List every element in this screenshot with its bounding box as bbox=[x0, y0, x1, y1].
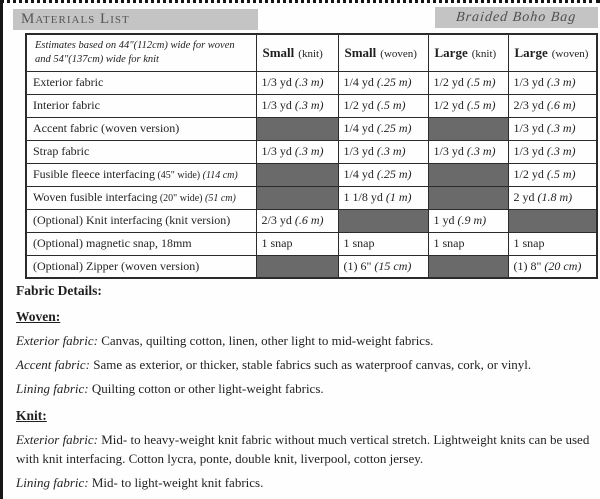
column-variant-label: (knit) bbox=[298, 47, 323, 60]
cell-value: 1 1/8 yd bbox=[343, 190, 383, 204]
column-size-label: Large bbox=[434, 44, 468, 60]
column-header-small-knit bbox=[256, 34, 338, 71]
row-metric: (114 cm) bbox=[200, 170, 238, 181]
cell-metric: (.9 m) bbox=[454, 213, 487, 227]
brand-logo-text: Braided Boho Bag bbox=[455, 9, 578, 25]
row-label: Fusible fleece interfacing bbox=[33, 167, 155, 181]
detail-label: Lining fabric: bbox=[16, 475, 89, 490]
cell-value: 1/4 yd bbox=[343, 167, 374, 181]
row-label: Interior fabric bbox=[33, 98, 100, 112]
cell-metric: (.3 m) bbox=[291, 75, 324, 89]
table-row bbox=[26, 140, 597, 163]
table-row bbox=[26, 163, 597, 186]
yardage-note-cell bbox=[26, 34, 256, 71]
cell-value: 1/3 yd bbox=[261, 98, 292, 112]
cell-metric: (20 cm) bbox=[541, 258, 582, 273]
cell-value: 1/2 yd bbox=[343, 98, 374, 112]
cell-metric: (.6 m) bbox=[543, 98, 576, 112]
detail-item bbox=[16, 430, 592, 468]
row-label-cell bbox=[26, 209, 256, 232]
column-size-label: Small bbox=[262, 44, 295, 60]
cell-value: 1/3 yd bbox=[433, 144, 464, 158]
table-row bbox=[26, 232, 597, 255]
cell-metric: (.6 m) bbox=[291, 213, 324, 227]
knit-section bbox=[16, 408, 592, 492]
cell-value: 1 snap bbox=[343, 236, 375, 250]
cell-metric: (.3 m) bbox=[291, 144, 324, 158]
quantity-cell bbox=[508, 163, 597, 186]
quantity-cell bbox=[256, 209, 338, 232]
cell-value: 1 yd bbox=[433, 213, 455, 227]
table-row bbox=[26, 186, 597, 209]
cell-value: 1/4 yd bbox=[343, 121, 374, 135]
cell-metric: (.3 m) bbox=[543, 121, 576, 135]
quantity-cell bbox=[508, 140, 597, 163]
cell-value: (1) 8" bbox=[513, 258, 542, 273]
row-label-cell bbox=[26, 117, 256, 140]
cell-metric: (.3 m) bbox=[291, 98, 324, 112]
table-header-row bbox=[26, 34, 597, 71]
row-note: (20" wide) bbox=[157, 193, 203, 204]
cell-metric: (.5 m) bbox=[463, 75, 496, 89]
quantity-cell bbox=[508, 71, 597, 94]
quantity-cell bbox=[508, 209, 597, 232]
detail-text: Canvas, quilting cotton, linen, other light to mid-weight fabrics. bbox=[101, 333, 434, 348]
row-label-cell bbox=[26, 163, 256, 186]
page-title bbox=[13, 9, 258, 30]
quantity-cell bbox=[338, 209, 428, 232]
quantity-cell bbox=[428, 232, 508, 255]
fabric-details-section bbox=[16, 283, 592, 497]
quantity-cell bbox=[428, 71, 508, 94]
materials-table bbox=[25, 33, 598, 279]
table-row bbox=[26, 209, 597, 232]
column-size-label: Small bbox=[344, 44, 377, 60]
quantity-cell bbox=[338, 186, 428, 209]
quantity-cell bbox=[338, 71, 428, 94]
detail-text: Same as exterior, or thicker, stable fabrics such as waterproof canvas, cork, or vinyl. bbox=[93, 357, 532, 372]
row-note: (45" wide) bbox=[154, 170, 201, 181]
quantity-cell bbox=[428, 255, 508, 278]
cell-value: 1/3 yd bbox=[513, 75, 544, 89]
cell-metric: (.25 m) bbox=[373, 121, 412, 135]
cell-value: 2 yd bbox=[513, 190, 535, 204]
quantity-cell bbox=[256, 232, 338, 255]
column-header-large-woven bbox=[508, 34, 597, 71]
detail-label: Accent fabric: bbox=[16, 357, 90, 372]
row-label: (Optional) magnetic snap, 18mm bbox=[33, 236, 192, 250]
column-variant-label: (knit) bbox=[471, 47, 497, 60]
cell-metric: (.3 m) bbox=[543, 75, 576, 89]
fabric-details-heading: Fabric Details: bbox=[16, 283, 102, 298]
quantity-cell bbox=[508, 186, 597, 209]
row-label-cell bbox=[26, 71, 256, 94]
cell-value: 1 snap bbox=[513, 236, 545, 250]
quantity-cell bbox=[256, 163, 338, 186]
quantity-cell bbox=[428, 163, 508, 186]
row-label-cell bbox=[26, 94, 256, 117]
cell-metric: (.5 m) bbox=[463, 98, 496, 112]
row-label: Strap fabric bbox=[33, 144, 90, 158]
cell-metric: (.5 m) bbox=[543, 167, 576, 181]
detail-item bbox=[16, 379, 592, 398]
quantity-cell bbox=[338, 163, 428, 186]
knit-heading: Knit: bbox=[16, 408, 47, 423]
table-row bbox=[26, 94, 597, 117]
quantity-cell bbox=[338, 232, 428, 255]
brand-logo bbox=[435, 7, 598, 28]
cell-metric: (.25 m) bbox=[373, 167, 412, 181]
materials-table-body bbox=[26, 71, 597, 278]
detail-item bbox=[16, 355, 592, 374]
quantity-cell bbox=[428, 94, 508, 117]
quantity-cell bbox=[338, 94, 428, 117]
table-row bbox=[26, 117, 597, 140]
quantity-cell bbox=[256, 117, 338, 140]
row-label: Exterior fabric bbox=[33, 75, 104, 89]
row-label-cell bbox=[26, 140, 256, 163]
detail-text: Quilting cotton or other light-weight fabrics. bbox=[91, 381, 324, 396]
woven-heading: Woven: bbox=[16, 309, 61, 324]
cell-value: 1/2 yd bbox=[513, 167, 544, 181]
cell-value: 1/3 yd bbox=[261, 144, 292, 158]
cell-metric: (.3 m) bbox=[543, 144, 576, 158]
quantity-cell bbox=[256, 255, 338, 278]
cell-value: 1/2 yd bbox=[433, 98, 464, 112]
detail-label: Exterior fabric: bbox=[16, 432, 98, 447]
cell-metric: (1 m) bbox=[382, 190, 412, 204]
cell-metric: (15 cm) bbox=[371, 258, 412, 273]
row-label: Accent fabric (woven version) bbox=[33, 121, 180, 135]
row-label: (Optional) Knit interfacing (knit version) bbox=[33, 213, 231, 227]
cell-metric: (.25 m) bbox=[373, 75, 412, 89]
cell-value: 1/3 yd bbox=[261, 75, 292, 89]
row-label-cell bbox=[26, 232, 256, 255]
detail-item bbox=[16, 331, 592, 350]
table-row bbox=[26, 71, 597, 94]
detail-text: Mid- to light-weight knit fabrics. bbox=[91, 475, 264, 490]
quantity-cell bbox=[508, 232, 597, 255]
quantity-cell bbox=[256, 71, 338, 94]
quantity-cell bbox=[428, 209, 508, 232]
row-label-cell bbox=[26, 255, 256, 278]
yardage-note-text: Estimates based on 44"(112cm) wide for woven and 54"(137cm) wide for knit bbox=[35, 39, 235, 65]
cell-value: 2/3 yd bbox=[513, 98, 544, 112]
quantity-cell bbox=[428, 140, 508, 163]
row-label: Woven fusible interfacing bbox=[33, 190, 158, 204]
quantity-cell bbox=[338, 255, 428, 278]
column-header-small-woven bbox=[338, 34, 428, 71]
table-row bbox=[26, 255, 597, 278]
quantity-cell bbox=[338, 117, 428, 140]
cell-value: (1) 6" bbox=[343, 258, 372, 273]
cell-value: 1/4 yd bbox=[343, 75, 374, 89]
page-title-text: Materials List bbox=[21, 11, 130, 27]
quantity-cell bbox=[256, 186, 338, 209]
quantity-cell bbox=[428, 117, 508, 140]
quantity-cell bbox=[508, 94, 597, 117]
cell-value: 2/3 yd bbox=[261, 213, 292, 227]
row-label-cell bbox=[26, 186, 256, 209]
cell-metric: (.3 m) bbox=[373, 144, 406, 158]
quantity-cell bbox=[428, 186, 508, 209]
woven-section bbox=[16, 309, 592, 398]
column-size-label: Large bbox=[514, 44, 548, 60]
column-header-large-knit bbox=[428, 34, 508, 71]
column-variant-label: (woven) bbox=[551, 47, 589, 60]
cell-value: 1/2 yd bbox=[433, 75, 464, 89]
quantity-cell bbox=[256, 140, 338, 163]
quantity-cell bbox=[508, 255, 597, 278]
cell-metric: (.3 m) bbox=[463, 144, 496, 158]
detail-label: Exterior fabric: bbox=[16, 333, 98, 348]
cell-value: 1 snap bbox=[433, 236, 465, 250]
row-metric: (51 cm) bbox=[202, 193, 236, 204]
cell-value: 1/3 yd bbox=[513, 121, 544, 135]
column-variant-label: (woven) bbox=[380, 47, 417, 60]
cell-metric: (1.8 m) bbox=[534, 190, 573, 204]
quantity-cell bbox=[338, 140, 428, 163]
cell-metric: (.5 m) bbox=[373, 98, 406, 112]
row-label: (Optional) Zipper (woven version) bbox=[33, 258, 200, 273]
quantity-cell bbox=[508, 117, 597, 140]
detail-text: Mid- to heavy-weight knit fabric without much vertical stretch. Lightweight knits can be used with knit interfacing. Cotton lycra, ponte, double knit, liverpool, cotton jersey. bbox=[16, 432, 590, 466]
quantity-cell bbox=[256, 94, 338, 117]
cell-value: 1 snap bbox=[261, 236, 293, 250]
detail-label: Lining fabric: bbox=[16, 381, 89, 396]
cell-value: 1/3 yd bbox=[343, 144, 374, 158]
cell-value: 1/3 yd bbox=[513, 144, 544, 158]
detail-item bbox=[16, 473, 592, 492]
